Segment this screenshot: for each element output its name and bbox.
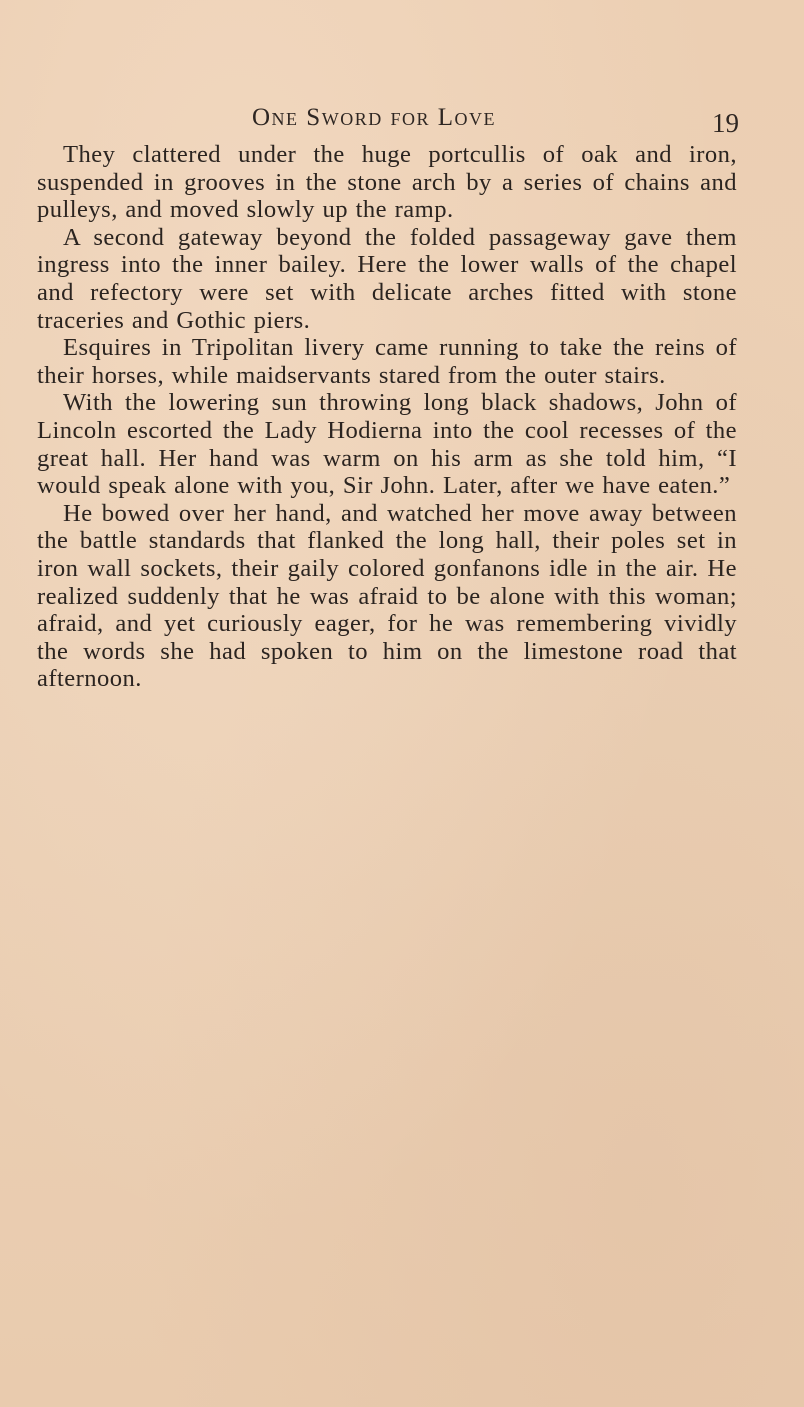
body-text — [37, 141, 737, 693]
page-number: 19 — [712, 108, 739, 138]
paragraph-great-hall: With the lowering sun throwing long black shadows, John of Lincoln escorted the Lady Hodierna into the cool recesses of the great hall. Her hand was warm on his arm as she told him, “I would speak alone with you, Sir John. Later, after we have eaten.” — [37, 389, 737, 500]
page-header — [0, 104, 804, 144]
paragraph-inner-bailey: A second gateway beyond the folded passageway gave them ingress into the inner bailey. Here the lower walls of the chapel and refectory were set with delicate arches fitted with stone traceries and Gothic piers. — [37, 223, 737, 334]
paragraph-battle-standards: He bowed over her hand, and watched her move away between the battle standards that flanked the long hall, their poles set in iron wall sockets, their gaily colored gonfanons idle in the air. He realized suddenly that he was afraid to be alone with this woman; afraid, and yet curiously eager, for he was remembering vividly the words she had spoken to him on the limestone road that afternoon. — [37, 499, 737, 693]
paragraph-esquires: Esquires in Tripolitan livery came running to take the reins of their horses, while maidservants stared from the outer stairs. — [37, 334, 737, 389]
paragraph-portcullis: They clattered under the huge portcullis of oak and iron, suspended in grooves in the stone arch by a series of chains and pulleys, and moved slowly up the ramp. — [37, 141, 737, 224]
running-title: One Sword for Love — [252, 104, 496, 131]
